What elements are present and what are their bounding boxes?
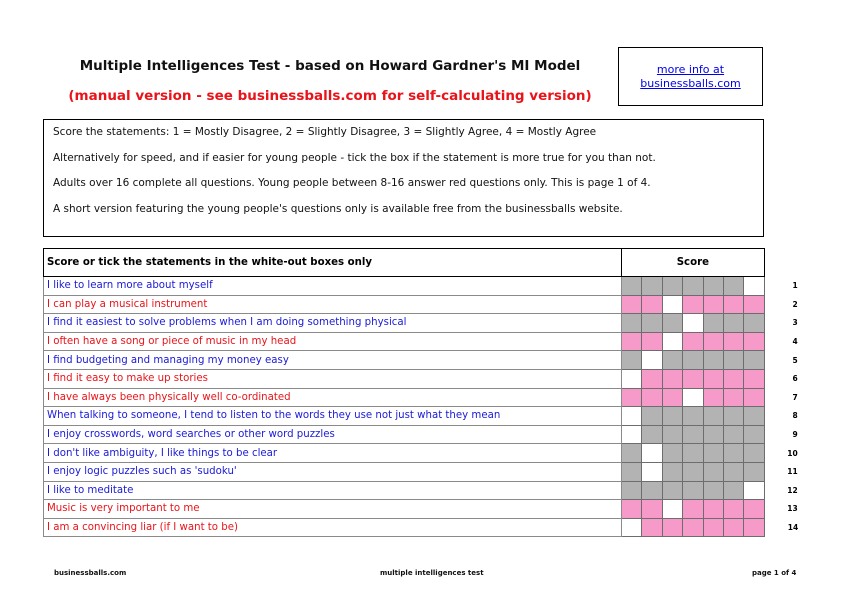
- score-shaded-box: [683, 295, 703, 314]
- table-row: [44, 295, 809, 314]
- score-shaded-box: [723, 351, 743, 370]
- score-shaded-box: [622, 481, 642, 500]
- score-shaded-box: [703, 295, 723, 314]
- score-shaded-box: [683, 444, 703, 463]
- statement-text: I enjoy crosswords, word searches or other word puzzles: [44, 425, 622, 444]
- instruction-line-1: Score the statements: 1 = Mostly Disagree, 2 = Slightly Disagree, 3 = Slightly Agree, 4 = Mostly Agree: [53, 126, 597, 138]
- footer-title: multiple intelligences test: [380, 569, 484, 577]
- table-row: [44, 500, 809, 519]
- score-shaded-box: [642, 388, 662, 407]
- page-title: Multiple Intelligences Test - based on Howard Gardner's MI Model: [79, 58, 581, 74]
- score-input-box[interactable]: [622, 407, 642, 426]
- score-shaded-box: [744, 295, 764, 314]
- score-input-box[interactable]: [662, 332, 682, 351]
- score-shaded-box: [703, 314, 723, 333]
- statement-text: I am a convincing liar (if I want to be): [44, 518, 622, 537]
- score-shaded-box: [723, 295, 743, 314]
- score-shaded-box: [723, 500, 743, 519]
- score-shaded-box: [622, 444, 642, 463]
- score-shaded-box: [744, 500, 764, 519]
- score-shaded-box: [642, 369, 662, 388]
- instructions-box: [43, 119, 764, 237]
- statement-text: I find it easiest to solve problems when I am doing something physical: [44, 314, 622, 333]
- score-shaded-box: [723, 444, 743, 463]
- statement-text: I often have a song or piece of music in my head: [44, 332, 622, 351]
- score-shaded-box: [723, 425, 743, 444]
- more-info-link-line2: businessballs.com: [640, 76, 741, 90]
- score-shaded-box: [744, 444, 764, 463]
- score-shaded-box: [622, 351, 642, 370]
- score-shaded-box: [683, 481, 703, 500]
- table-row: [44, 444, 809, 463]
- score-shaded-box: [642, 425, 662, 444]
- more-info-link-line1: more info at: [656, 62, 725, 76]
- score-input-box[interactable]: [683, 388, 703, 407]
- score-shaded-box: [744, 369, 764, 388]
- row-number: 10: [787, 448, 798, 458]
- row-number: 6: [792, 374, 798, 384]
- score-shaded-box: [744, 518, 764, 537]
- score-shaded-box: [642, 295, 662, 314]
- statement-text: I like to learn more about myself: [44, 277, 622, 296]
- statement-text: I have always been physically well co-ordinated: [44, 388, 622, 407]
- score-shaded-box: [703, 500, 723, 519]
- score-shaded-box: [723, 481, 743, 500]
- table-row: [44, 332, 809, 351]
- score-shaded-box: [622, 295, 642, 314]
- score-shaded-box: [723, 407, 743, 426]
- row-number: 1: [792, 281, 798, 291]
- score-shaded-box: [683, 462, 703, 481]
- page-subtitle: (manual version - see businessballs.com for self-calculating version): [68, 88, 592, 104]
- score-input-box[interactable]: [744, 277, 764, 296]
- score-shaded-box: [662, 314, 682, 333]
- row-number: 8: [792, 411, 798, 421]
- score-shaded-box: [683, 518, 703, 537]
- instruction-line-4: A short version featuring the young people's questions only is available free from the businessballs website.: [53, 202, 623, 215]
- score-shaded-box: [683, 332, 703, 351]
- score-shaded-box: [683, 500, 703, 519]
- statement-text: I don't like ambiguity, I like things to be clear: [44, 444, 622, 463]
- score-input-box[interactable]: [642, 351, 662, 370]
- statement-text: I can play a musical instrument: [44, 295, 622, 314]
- instruction-line-3: Adults over 16 complete all questions. Young people between 8-16 answer red questions only. This is page 1 of 4.: [53, 177, 651, 189]
- score-input-box[interactable]: [642, 444, 662, 463]
- table-row: [44, 277, 809, 296]
- row-number: 11: [787, 467, 798, 477]
- score-shaded-box: [683, 351, 703, 370]
- score-shaded-box: [642, 500, 662, 519]
- score-shaded-box: [622, 462, 642, 481]
- score-shaded-box: [622, 332, 642, 351]
- score-shaded-box: [622, 314, 642, 333]
- score-input-box[interactable]: [662, 295, 682, 314]
- row-number: 2: [792, 299, 798, 309]
- statement-text: I find it easy to make up stories: [44, 369, 622, 388]
- score-shaded-box: [723, 388, 743, 407]
- score-shaded-box: [642, 314, 662, 333]
- score-shaded-box: [683, 407, 703, 426]
- table-row: [44, 388, 809, 407]
- score-shaded-box: [744, 332, 764, 351]
- score-shaded-box: [723, 314, 743, 333]
- more-info-link[interactable]: [636, 63, 746, 91]
- row-number: 12: [787, 485, 798, 495]
- score-shaded-box: [703, 277, 723, 296]
- score-shaded-box: [723, 462, 743, 481]
- score-shaded-box: [703, 481, 723, 500]
- row-number: 5: [792, 355, 798, 365]
- score-shaded-box: [703, 518, 723, 537]
- score-shaded-box: [703, 369, 723, 388]
- score-shaded-box: [744, 388, 764, 407]
- score-shaded-box: [662, 518, 682, 537]
- statement-text: I find budgeting and managing my money easy: [44, 351, 622, 370]
- statements-table: [43, 248, 809, 537]
- table-row: [44, 369, 809, 388]
- score-shaded-box: [662, 481, 682, 500]
- score-shaded-box: [683, 277, 703, 296]
- statement-text: Music is very important to me: [44, 500, 622, 519]
- score-input-box[interactable]: [662, 500, 682, 519]
- score-shaded-box: [642, 481, 662, 500]
- score-column-header: Score: [622, 249, 765, 277]
- score-input-box[interactable]: [622, 518, 642, 537]
- score-shaded-box: [723, 369, 743, 388]
- score-shaded-box: [662, 369, 682, 388]
- score-shaded-box: [662, 277, 682, 296]
- table-row: [44, 351, 809, 370]
- score-input-box[interactable]: [683, 314, 703, 333]
- table-row: [44, 314, 809, 333]
- table-row: [44, 407, 809, 426]
- score-input-box[interactable]: [744, 481, 764, 500]
- score-input-box[interactable]: [642, 462, 662, 481]
- score-shaded-box: [703, 351, 723, 370]
- score-shaded-box: [703, 332, 723, 351]
- score-shaded-box: [723, 518, 743, 537]
- score-shaded-box: [622, 388, 642, 407]
- table-row: [44, 425, 809, 444]
- score-shaded-box: [662, 425, 682, 444]
- score-shaded-box: [642, 332, 662, 351]
- table-row: [44, 481, 809, 500]
- row-number: 3: [792, 318, 798, 328]
- score-shaded-box: [744, 351, 764, 370]
- score-shaded-box: [703, 462, 723, 481]
- score-shaded-box: [642, 277, 662, 296]
- score-input-box[interactable]: [622, 425, 642, 444]
- score-shaded-box: [683, 425, 703, 444]
- score-shaded-box: [662, 444, 682, 463]
- score-shaded-box: [642, 407, 662, 426]
- score-shaded-box: [662, 351, 682, 370]
- row-number: 14: [787, 523, 799, 533]
- statement-column-header: Score or tick the statements in the white-out boxes only: [44, 249, 622, 277]
- score-shaded-box: [683, 369, 703, 388]
- table-row: [44, 518, 809, 537]
- row-number: 9: [792, 430, 798, 440]
- score-shaded-box: [703, 425, 723, 444]
- statement-text: When talking to someone, I tend to listen to the words they use not just what they mean: [44, 407, 622, 426]
- row-number: 7: [792, 392, 798, 402]
- score-shaded-box: [744, 462, 764, 481]
- score-shaded-box: [723, 332, 743, 351]
- score-shaded-box: [723, 277, 743, 296]
- table-header-row: [44, 249, 809, 277]
- score-shaded-box: [662, 388, 682, 407]
- score-shaded-box: [703, 407, 723, 426]
- score-shaded-box: [622, 277, 642, 296]
- score-shaded-box: [744, 314, 764, 333]
- table-row: [44, 462, 809, 481]
- score-shaded-box: [662, 462, 682, 481]
- footer-site: businessballs.com: [54, 569, 127, 577]
- statement-text: I like to meditate: [44, 481, 622, 500]
- footer-page-number: page 1 of 4: [752, 569, 797, 577]
- score-shaded-box: [744, 407, 764, 426]
- score-shaded-box: [642, 518, 662, 537]
- info-box: [618, 47, 763, 106]
- row-number: 13: [787, 504, 798, 514]
- score-input-box[interactable]: [622, 369, 642, 388]
- score-shaded-box: [622, 500, 642, 519]
- row-number: 4: [792, 337, 798, 347]
- statement-text: I enjoy logic puzzles such as 'sudoku': [44, 462, 622, 481]
- score-shaded-box: [744, 425, 764, 444]
- score-shaded-box: [703, 444, 723, 463]
- instruction-line-2: Alternatively for speed, and if easier for young people - tick the box if the statement is more true for you than not.: [53, 151, 656, 164]
- score-shaded-box: [703, 388, 723, 407]
- score-shaded-box: [662, 407, 682, 426]
